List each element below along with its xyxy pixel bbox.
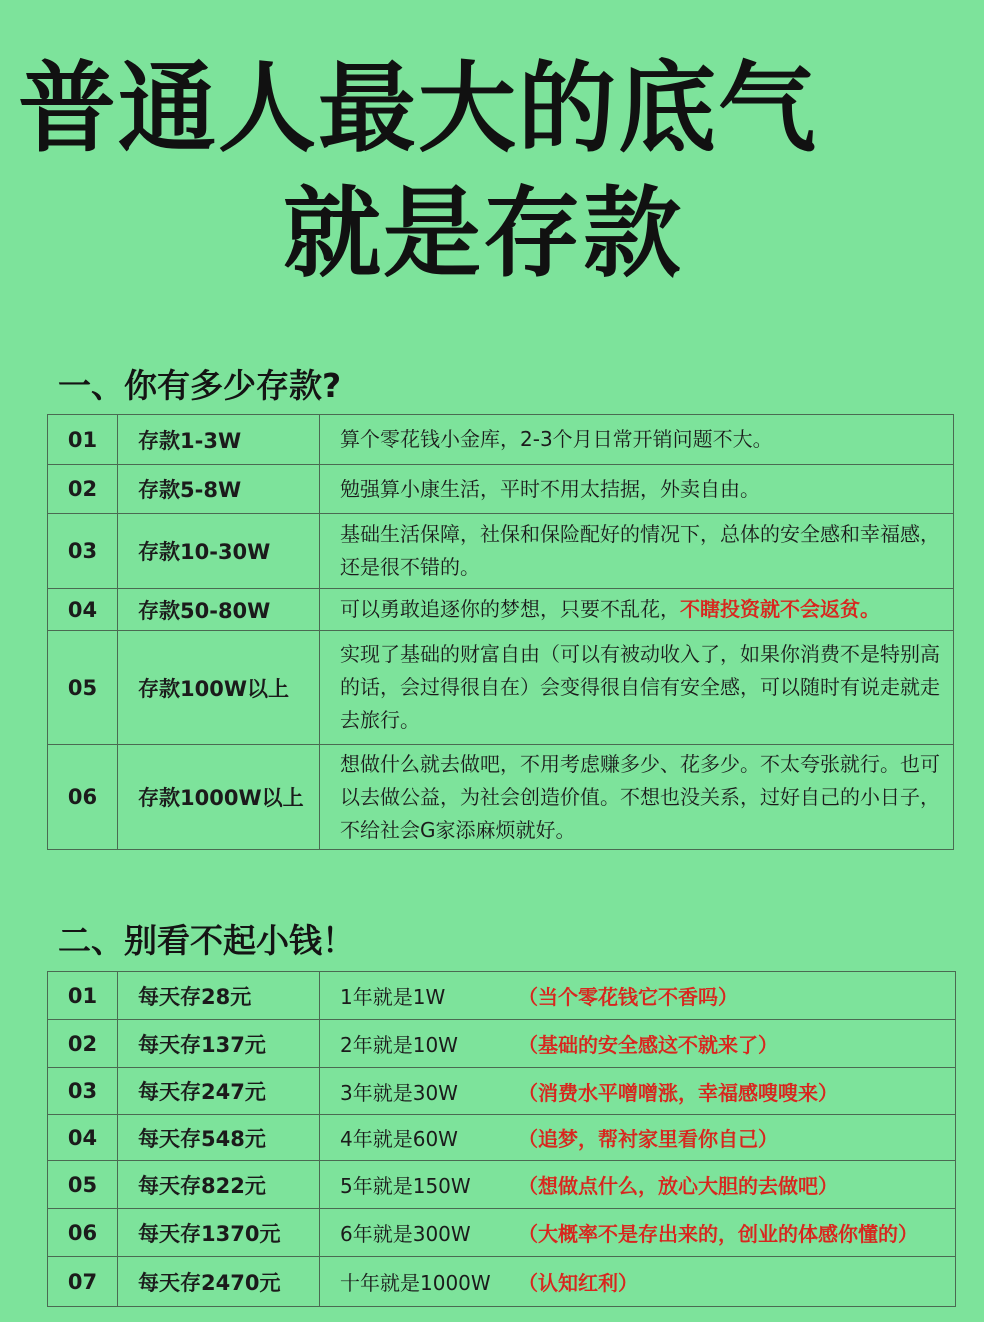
daily-amount: 每天存137元: [118, 1020, 320, 1068]
savings-result: [320, 1209, 956, 1257]
description-text: 算个零花钱小金库，2-3个月日常开销问题不大。: [340, 427, 773, 451]
savings-result: [320, 1020, 956, 1068]
result-note: （消费水平噌噌涨，幸福感嗖嗖来）: [518, 1080, 838, 1105]
row-number: 02: [48, 1020, 118, 1068]
row-number: 04: [48, 589, 118, 631]
result-total: 6年就是300W: [340, 1222, 471, 1246]
daily-savings-table: [47, 971, 956, 1307]
daily-amount: 每天存1370元: [118, 1209, 320, 1257]
row-number: 01: [48, 972, 118, 1020]
daily-amount: 每天存822元: [118, 1161, 320, 1209]
result-note: （大概率不是存出来的，创业的体感你懂的）: [518, 1222, 918, 1246]
description-text: 基础生活保障，社保和保险配好的情况下，总体的安全感和幸福感，还是很不错的。: [340, 522, 940, 579]
result-note: （想做点什么，放心大胆的去做吧）: [518, 1174, 838, 1198]
result-note: （追梦，帮衬家里看你自己）: [518, 1127, 778, 1151]
table-row: [48, 514, 954, 589]
description-text: 可以勇敢追逐你的梦想，只要不乱花，: [340, 597, 680, 621]
daily-amount: 每天存2470元: [118, 1257, 320, 1307]
table-row: [48, 465, 954, 514]
page-title-line2: 就是存款: [283, 177, 684, 291]
page-title-line1: 普通人最大的底气: [18, 52, 819, 166]
savings-table: [47, 414, 954, 850]
row-number: 07: [48, 1257, 118, 1307]
table-row: [48, 589, 954, 631]
savings-result: [320, 1257, 956, 1307]
row-number: 03: [48, 514, 118, 589]
savings-amount: 存款1-3W: [118, 415, 320, 465]
result-total: 十年就是1000W: [340, 1271, 491, 1295]
table-row: [48, 745, 954, 850]
table-row: [48, 1161, 956, 1209]
row-number: 06: [48, 745, 118, 850]
description-text: 勉强算小康生活，平时不用太拮据，外卖自由。: [340, 476, 760, 501]
savings-result: [320, 972, 956, 1020]
result-note: （基础的安全感这不就来了）: [518, 1033, 778, 1057]
description-text: 想做什么就去做吧，不用考虑赚多少、花多少。不太夸张就行。也可以去做公益，为社会创造价值。不想也没关系，过好自己的小日子，不给社会G家添麻烦就好。: [340, 751, 940, 842]
result-total: 1年就是1W: [340, 985, 446, 1009]
savings-result: [320, 1068, 956, 1115]
row-number: 05: [48, 631, 118, 745]
savings-amount: 存款100W以上: [118, 631, 320, 745]
row-number: 02: [48, 465, 118, 514]
savings-amount: 存款10-30W: [118, 514, 320, 589]
section2-heading: 二、别看不起小钱！: [58, 921, 355, 960]
savings-result: [320, 1161, 956, 1209]
row-number: 03: [48, 1068, 118, 1115]
daily-amount: 每天存548元: [118, 1115, 320, 1161]
table-row: [48, 631, 954, 745]
table-row: [48, 1020, 956, 1068]
row-number: 01: [48, 415, 118, 465]
table-row: [48, 415, 954, 465]
row-number: 04: [48, 1115, 118, 1161]
table-row: [48, 1209, 956, 1257]
savings-amount: 存款5-8W: [118, 465, 320, 514]
result-total: 5年就是150W: [340, 1174, 471, 1198]
daily-amount: 每天存28元: [118, 972, 320, 1020]
savings-amount: 存款1000W以上: [118, 745, 320, 850]
row-number: 05: [48, 1161, 118, 1209]
table-row: [48, 1068, 956, 1115]
result-total: 2年就是10W: [340, 1033, 458, 1057]
savings-description: [320, 589, 954, 631]
result-total: 4年就是60W: [340, 1127, 458, 1151]
result-note: （当个零花钱它不香吗）: [518, 985, 738, 1009]
row-number: 06: [48, 1209, 118, 1257]
result-total: 3年就是30W: [340, 1080, 458, 1105]
savings-amount: 存款50-80W: [118, 589, 320, 631]
table-row: [48, 1115, 956, 1161]
savings-description: [320, 745, 954, 850]
section1-heading: 一、你有多少存款?: [58, 366, 342, 405]
savings-description: [320, 631, 954, 745]
savings-description: [320, 415, 954, 465]
table-row: [48, 972, 956, 1020]
description-text: 实现了基础的财富自由（可以有被动收入了，如果你消费不是特别高的话，会过得很自在）会变得很自信有安全感，可以随时有说走就走去旅行。: [340, 642, 940, 732]
daily-amount: 每天存247元: [118, 1068, 320, 1115]
description-highlight: 不瞎投资就不会返贫。: [680, 597, 880, 621]
result-note: （认知红利）: [518, 1271, 638, 1295]
savings-description: [320, 465, 954, 514]
savings-result: [320, 1115, 956, 1161]
table-row: [48, 1257, 956, 1307]
savings-description: [320, 514, 954, 589]
